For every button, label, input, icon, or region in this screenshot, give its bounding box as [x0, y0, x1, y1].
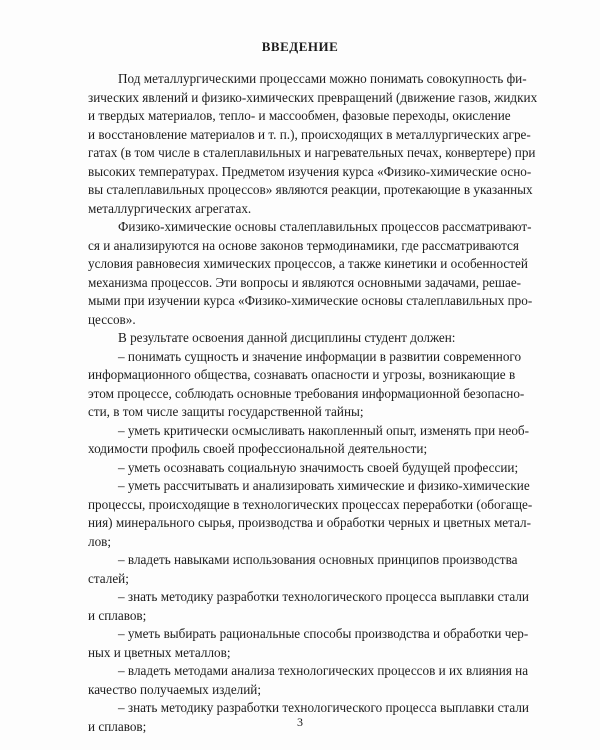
page-number: 3 [297, 715, 303, 729]
text-line: металлургических агрегатах. [88, 200, 252, 216]
body-text [88, 70, 538, 736]
text-line: ных и цветных металлов; [88, 644, 231, 660]
text-line: сталей; [88, 570, 129, 586]
text-line: информационного общества, сознавать опасности и угрозы, возникающие в [88, 367, 516, 382]
text-line: условия равновесия химических процессов, а также кинетики и особенностей [88, 256, 528, 271]
text-line: сти, в том числе защиты государственной тайны; [88, 404, 364, 419]
text-line: цессов». [88, 311, 136, 327]
text-line: ходимости профиль своей профессиональной деятельности; [88, 441, 428, 456]
text-line: ния) минерального сырья, производства и обработки черных и цветных метал- [88, 515, 532, 530]
text-line: – уметь критически осмысливать накопленный опыт, изменять при необ- [118, 422, 530, 438]
text-line: и восстановление материалов и т. п.), происходящих в металлургических агре- [88, 126, 531, 142]
text-line: вы сталеплавильных процессов» являются реакции, протекающие в указанных [88, 182, 533, 197]
text-line: Физико-химические основы сталеплавильных процессов рассматривают- [118, 219, 532, 234]
page-heading: ВВЕДЕНИЕ [261, 39, 339, 54]
text-line: высоких температурах. Предметом изучения курса «Физико-химические осно- [88, 163, 532, 179]
text-line: – знать методику разработки технологического процесса выплавки стали [118, 700, 529, 715]
text-line: – уметь рассчитывать и анализировать химические и физико-химические [118, 478, 530, 493]
text-line: Под металлургическими процессами можно понимать совокупность фи- [118, 71, 527, 86]
text-line: – владеть методами анализа технологических процессов и их влияния на [118, 663, 529, 678]
text-line: зических явлений и физико-химических превращений (движение газов, жидких [88, 89, 538, 105]
text-line: процессы, происходящие в технологических процессах переработки (обогаще- [88, 496, 533, 512]
text-line: лов; [88, 533, 112, 549]
text-line: и твердых материалов, тепло- и массообмен, фазовые переходы, окисление [88, 108, 511, 123]
text-line: гатах (в том числе в сталеплавильных и нагревательных печах, конвертере) при [88, 145, 536, 160]
text-line: – знать методику разработки технологического процесса выплавки стали [118, 589, 529, 604]
text-line: этом процессе, соблюдать основные требования информационной безопасно- [88, 385, 525, 401]
text-line: – владеть навыками использования основных принципов производства [118, 552, 518, 567]
text-line: механизма процессов. Эти вопросы и являются основными задачами, решае- [88, 274, 522, 290]
text-line: – понимать сущность и значение информации в развитии современного [118, 348, 522, 364]
text-line: и сплавов; [88, 718, 147, 734]
text-line: ся и анализируются на основе законов термодинамики, где рассматриваются [88, 237, 519, 253]
text-line: – уметь выбирать рациональные способы производства и обработки чер- [118, 626, 529, 641]
text-line: – уметь осознавать социальную значимость своей будущей профессии; [118, 459, 519, 475]
text-line: мыми при изучении курса «Физико-химические основы сталеплавильных про- [88, 293, 533, 308]
text-line: качество получаемых изделий; [88, 681, 262, 697]
text-line: и сплавов; [88, 607, 147, 623]
text-line: В результате освоения данной дисциплины студент должен: [118, 330, 456, 345]
